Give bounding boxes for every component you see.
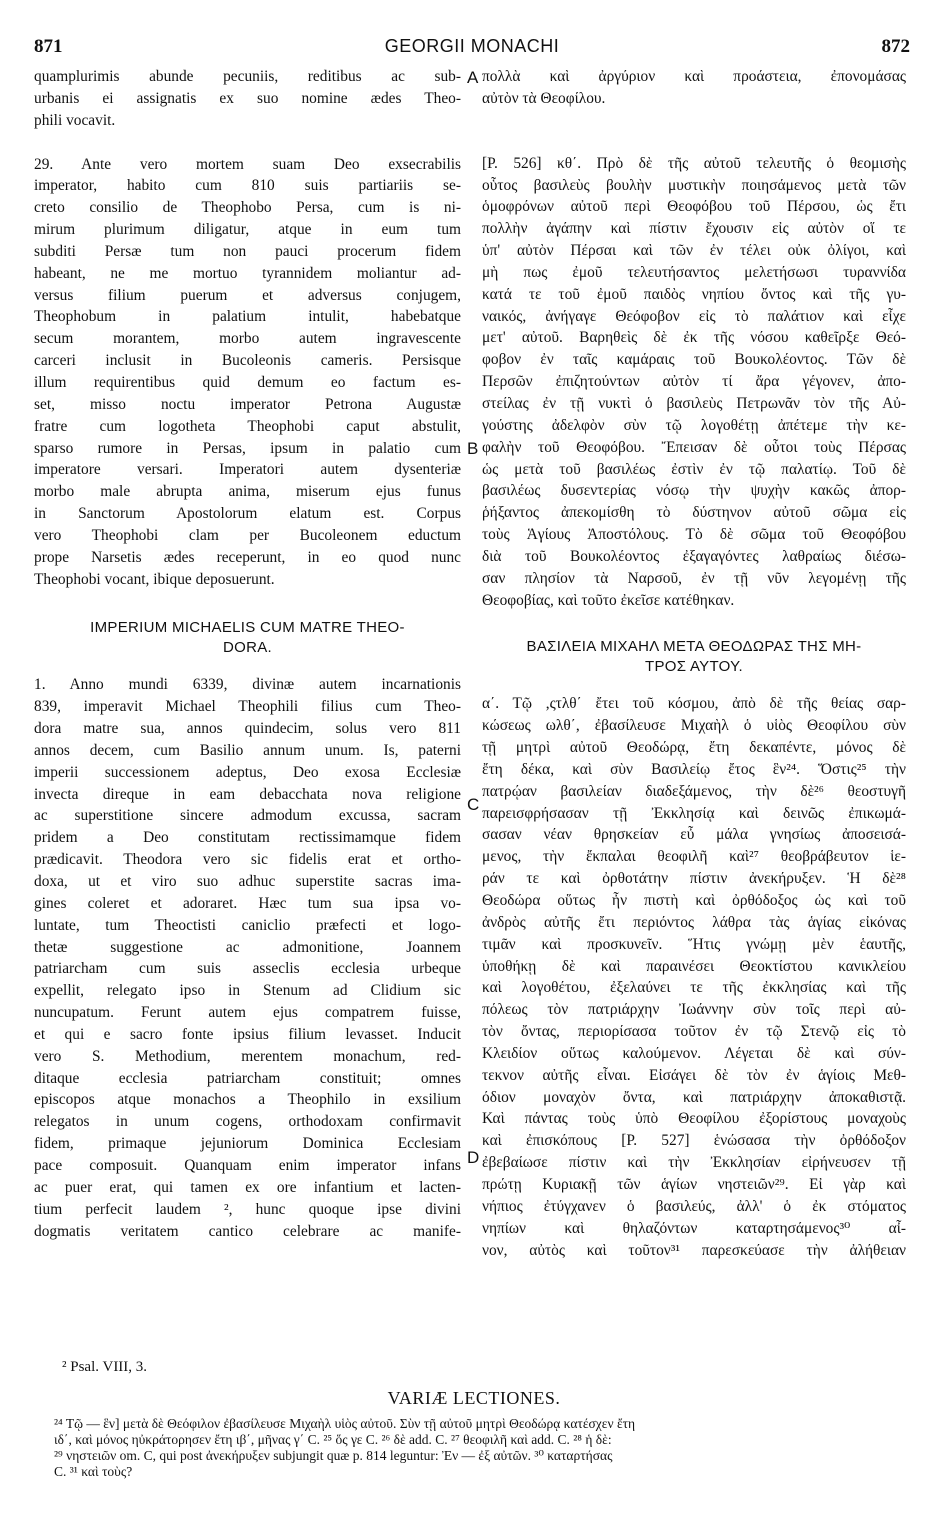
text-line: Theophobi vocant, ibique deposuerunt.: [34, 570, 275, 588]
text-line: set, misso noctu imperator Petrona Augustæ: [34, 395, 461, 413]
spacer: [34, 132, 461, 154]
text-line: τιμᾶν καὶ προσκυνεῖν. Ἥτις γνώμῃ μὲν ἑαυτῆς,: [482, 935, 906, 953]
latin-paragraph-29: [34, 154, 461, 591]
text-line: versus filium puerum et adversus conjugem,: [34, 286, 461, 304]
text-line: episcopos atque monachos a Theophilo in exsilium: [34, 1091, 461, 1109]
running-title: GEORGII MONACHI: [384, 36, 560, 56]
text-line: κατά τε τοῦ ἐμοῦ παιδὸς νηπίου ὄντος καὶ τῆς γυ-: [482, 285, 906, 303]
text-line: νον, αὐτὸς καὶ τοῦτον³¹ παρεσκεύασε τὴν ἀλήθειαν: [482, 1241, 906, 1259]
text-line: Theophobum in palatium intulit, habebatque: [34, 308, 461, 326]
text-line: νήπιος ἐτύγχανεν ὁ βασιλεύς, ἀλλ' ὁ ἐκ στόματος: [482, 1197, 906, 1215]
spacer: [482, 611, 906, 637]
margin-letter-c: C: [467, 795, 480, 814]
latin-section-heading: [34, 618, 461, 658]
text-line: prædicavit. Theodora vero sic fidelis erat et ortho-: [34, 851, 461, 869]
variae-lectiones: [54, 1416, 910, 1480]
text-line: ἀνδρὸς αὐτῆς ἔτι περιόντος λάθρα τὰς ἁγίας εἰκόνας: [482, 913, 906, 931]
left-page-number: 871: [34, 36, 63, 57]
text-line: in Sanctorum Apostolorum elatum est. Corpus: [34, 505, 461, 523]
text-line: phili vocavit.: [34, 111, 116, 129]
text-line: subditi Persæ tum non pauci procerum fidem: [34, 242, 461, 260]
margin-letter-d: D: [467, 1148, 480, 1167]
latin-paragraph-1: [34, 66, 461, 132]
greek-paragraph-29: [482, 153, 906, 612]
text-line: carceri inclusit in Bucoleonis cameris. Persisque: [34, 352, 461, 370]
text-line: dora matre sua, annos quindecim, solus vero 811: [34, 720, 461, 738]
text-line: τεκνον αὐτῆς εἶναι. Εἰσάγει δὲ τὸν ἐν ἁγίοις Μεθ-: [482, 1066, 906, 1084]
heading-line: DORA.: [222, 639, 272, 657]
text-line: τῇ μητρὶ αὐτοῦ Θεοδώρᾳ, ἔτη δεκαπέντε, μόνος δὲ: [482, 739, 906, 757]
text-line: quamplurimis abunde pecuniis, reditibus ac sub-: [34, 68, 461, 85]
text-line: 839, imperavit Michael Theophili filius cum Theo-: [34, 698, 461, 716]
heading-line: ΒΑΣΙΛΕΙΑ ΜΙΧΑΗΛ ΜΕΤΑ ΘΕΟΔΩΡΑΣ ΤΗΣ ΜΗ-: [526, 638, 862, 656]
text-line: sparso rumore in Persas, ipsum in palatio cum: [34, 439, 461, 457]
text-line: 1. Anno mundi 6339, divinæ autem incarnationis: [34, 676, 461, 694]
text-line: imperator, habito cum 810 suis partiariis se-: [34, 177, 461, 195]
heading-line: ΤΡΟΣ ΑΥΤΟΥ.: [645, 658, 743, 676]
text-line: τὸν ὄντας, περιορίσασα τοῦτον ἐν τῷ Στενῷ εἰς τὸ: [482, 1023, 906, 1041]
greek-paragraph-reign: [482, 693, 906, 1261]
text-line: vero Theophobi clam per Bucoleonem eductum: [34, 526, 461, 544]
text-line: pridem a Deo constitutam rectissimamque fidem: [34, 829, 461, 847]
text-line: όδιον μοναχὸν ὄντα, καὶ πατριάρχην ἀποκαθιστᾷ.: [482, 1088, 906, 1106]
text-line: σαν πλησίον τὰ Ναρσοῦ, ἐν τῇ νῦν λεγομένῃ τῆς: [482, 569, 906, 587]
text-line: morbo male abrupta anima, miserum ejus funus: [34, 483, 461, 501]
text-line: fidem, primaque jejuniorum Dominica Ecclesiam: [34, 1135, 461, 1153]
text-line: ἐβεβαίωσε πίστιν καὶ τὴν Ἐκκλησίαν εἰρήνευσεν τῇ: [482, 1154, 906, 1172]
greek-section-heading: [482, 637, 906, 677]
text-line: imperatore versari. Imperatori autem dysenteriæ: [34, 461, 461, 479]
spacer: [34, 590, 461, 618]
text-line: ἔτη δέκα, καὶ σὺν Βασιλείῳ ἔτος ἓν²⁴. Ὅστις²⁵ τὴν: [482, 760, 906, 778]
text-line: vero S. Methodium, merentem monachum, red-: [34, 1047, 461, 1065]
text-line: nuncupatum. Ferunt autem ejus compatrem fuisse,: [34, 1004, 461, 1022]
text-line: fratre cum logotheta Theophobi caput abstulit,: [34, 417, 461, 435]
text-line: παρεισφρήσασαν τῇ Ἐκκλησίᾳ καὶ δεινῶς ἐπικωμά-: [482, 804, 906, 822]
running-header: [34, 36, 910, 62]
greek-column: [482, 66, 906, 1261]
text-line: πολλὰ καὶ ἀργύριον καὶ προάστεια, ἐπονομάσας: [482, 68, 906, 85]
text-line: gines coleret et adoraret. Hæc tum sua ipsa vo-: [34, 894, 461, 912]
text-line: τοὺς Ἁγίους Ἀποστόλους. Τὸ δὲ σῶμα τοῦ Θεοφόβου: [482, 526, 906, 544]
text-line: et qui e sacro fonte ipsius filium levasset. Inducit: [34, 1025, 461, 1043]
latin-paragraph-1-reign: [34, 674, 461, 1242]
text-line: ac superstitione sincere admodum excussa, sacram: [34, 807, 461, 825]
text-line: relegatos in unum cogens, orthodoxam confirmavit: [34, 1113, 461, 1131]
variae-lectiones-title: VARIÆ LECTIONES.: [387, 1388, 561, 1408]
text-line: κώσεως ωλθ΄, ἐβασίλευσε Μιχαὴλ ὁ υἱὸς Θεοφίλου σὺν: [482, 717, 906, 735]
text-line: secum morantem, morbo autem ingravescente: [34, 330, 461, 348]
text-line: prope Narsetis ædes receperunt, in eo quod nunc: [34, 548, 461, 566]
text-line: dogmatis veritatem cantico celebrare ac manife-: [34, 1222, 461, 1240]
text-line: Περσῶν ἐπιζητούντων αὐτὸν τί ἄρα γέγονεν, ἀπο-: [482, 373, 906, 391]
text-line: ναικός, ἀνήγαγε Θεόφοβον εἰς τὸ παλάτιον καὶ εἶχε: [482, 307, 906, 325]
text-line: 29. Ante vero mortem suam Deo exsecrabilis: [34, 155, 461, 173]
text-line: φαλὴν τοῦ Θεοφόβου. Ἔπεισαν δὲ οὗτοι τοὺς Πέρσας: [482, 438, 906, 456]
text-line: ὡς μετὰ τοῦ βασιλέως ἐστὶν ἐν τῷ παλατίῳ. Τοῦ δὲ: [482, 460, 906, 478]
greek-paragraph-1: [482, 66, 906, 110]
text-line: καὶ ἐπισκόπους [P. 527] ἑνώσασα τὴν ὀρθόδοξον: [482, 1132, 906, 1150]
text-line: α΄. Τῷ ,ςτλθ΄ ἔτει τοῦ κόσμου, ἀπὸ δὲ τῆς θείας σαρ-: [482, 695, 906, 713]
text-line: urbanis ei assignatis ex suo nomine ædes Theo-: [34, 89, 461, 107]
text-line: βασιλέως δυσεντερίας νόσῳ τὴν ψυχὴν κακῶς ἀπορ-: [482, 482, 906, 500]
text-line: ὁμοφρόνων αὐτοῦ περὶ Θεοφόβου τοῦ Πέρσου, ὡς ἔτι: [482, 198, 906, 216]
text-line: σασαν νέαν θρησκείαν εὖ μάλα γνησίως ἀποσεισά-: [482, 826, 906, 844]
variant-line: ²⁹ νηστειῶν om. C, qui post ἀνεκήρυξεν subjungit quæ p. 814 leguntur: Ἐν — ἐξ αὐτῶν. ³⁰ καταρτήσας: [54, 1448, 613, 1463]
text-line: thetæ suggestione ac admonitione, Joannem: [34, 938, 461, 956]
text-line: doxa, ut et viro suo adhuc superstite sacras ima-: [34, 873, 461, 890]
text-line: πρώτῃ Κυριακῇ τῶν ἁγίων νηστειῶν²⁹. Εἰ γὰρ καὶ: [482, 1175, 906, 1193]
text-line: Θεοφοβίας, καὶ τοῦτο ἐκεῖσε κατέθηκαν.: [482, 591, 735, 609]
variant-line: C. ³¹ καὶ τοὺς?: [54, 1464, 133, 1479]
footnote: ² Psal. VIII, 3.: [62, 1359, 148, 1375]
text-line: ράν τε καὶ ὀρθοτάτην πίστιν ἀνεκήρυξεν. Ἡ δὲ²⁸: [482, 870, 906, 888]
text-line: pace composuit. Quanquam enim imperator infans: [34, 1156, 461, 1174]
margin-letter-a: A: [467, 68, 479, 87]
text-line: patriarcham cum suis asseclis ecclesia urbeque: [34, 960, 461, 978]
text-line: πόλεως τὸν πατριάρχην Ἰωάννην σὺν τοῖς περὶ αὐ-: [482, 1001, 906, 1019]
text-line: tium perfecit laudem ², hunc quoque ipse divini: [34, 1200, 461, 1218]
heading-line: IMPERIUM MICHAELIS CUM MATRE THEO-: [90, 619, 405, 637]
text-line: illum requirentibus quid demum eo factum es-: [34, 373, 461, 391]
variant-line: ιδ΄, καὶ μόνος ηὐκράτορησεν ἔτη ιβ΄, μῆνας γ΄ C. ²⁵ ὅς γε C. ²⁶ δὲ add. C. ²⁷ θεοφιλῆ καὶ add. C. ²⁸ ἡ δὲ:: [54, 1432, 612, 1447]
text-line: πατρῴαν βασιλείαν διαδεξάμενος, τὴν δὲ²⁶ θεοστυγῆ: [482, 782, 906, 800]
latin-column: [34, 66, 461, 1242]
text-line: μενος, τὴν ἔκπαλαι θεοφιλῆ καὶ²⁷ θεοβράβευτον ἱε-: [482, 848, 906, 866]
text-line: imperii successionem adeptus, Deo exosa Ecclesiæ: [34, 763, 461, 781]
text-line: ῥήξαντος ἀπεκομίσθη τὸ δύστηνον αὐτοῦ σῶμα εἰς: [482, 504, 906, 522]
text-line: ac puer erat, qui tamen ex ore infantium et lacten-: [34, 1178, 461, 1196]
text-line: luntate, tum Theoctisti caniclio præfecti et logo-: [34, 916, 461, 934]
text-line: annos decem, cum Basilio annum unum. Is, paterni: [34, 741, 461, 759]
text-line: creto consilio de Theophobo Persa, cum is ni-: [34, 199, 461, 217]
text-line: πολλὴν ἀγάπην καὶ πίστιν ἔχουσιν εἰς αὐτὸν οἵ τε: [482, 220, 906, 238]
spacer: [482, 677, 906, 693]
text-line: habeant, ne me mortuo tyrannidem moliantur ad-: [34, 264, 461, 282]
text-line: [P. 526] κθ΄. Πρὸ δὲ τῆς αὐτοῦ τελευτῆς ὁ θεομισὴς: [482, 154, 906, 172]
text-line: οὗτος βασιλεὺς βουλὴν μυστικὴν ποιησάμενος μετὰ τῶν: [482, 176, 906, 194]
text-line: καὶ λογοθέτου, ἐξελαύνει τε τῆς ἐκκλησίας καὶ τῆς: [482, 979, 906, 997]
right-page-number: 872: [881, 36, 910, 57]
text-line: μετ' αὐτοῦ. Βαρηθεὶς δὲ ἐκ τῆς νόσου καθεῖρξε Θεό-: [482, 329, 906, 347]
text-line: στείλας ἐν τῇ νυκτὶ ὁ βασιλεὺς Πετρωνᾶν τὸν τῆς Αὐ-: [482, 394, 906, 412]
text-line: expellit, relegato ipso in Stenum ad Clidium sic: [34, 982, 461, 1000]
margin-letter-b: B: [467, 439, 479, 458]
text-line: Θεοδώρα οὕτως ἦν πιστὴ καὶ ὀρθόδοξος ὡς καὶ τοῦ: [482, 892, 906, 909]
text-line: Καὶ πάντας τοὺς ὑπὸ Θεοφίλου ἐξορίστους μοναχοὺς: [482, 1110, 906, 1128]
text-line: ὑποθήκῃ δὲ καὶ παραινέσει Θεοκτίστου κανικλείου: [482, 957, 906, 975]
text-line: ὑπ' αὐτὸν Πέρσαι καὶ τῶν ἐν τέλει οὐκ ὀλίγοι, καὶ: [482, 242, 906, 260]
text-line: φοβον ἐν ταῖς καμάραις τοῦ Βουκολέοντος. Τῶν δὲ: [482, 351, 906, 369]
text-line: μὴ πως ἐμοῦ τελευτήσαντος μελετήσωσι τυραννίδα: [482, 263, 906, 281]
text-line: mirum plurimum diligatur, atque in eum tum: [34, 221, 461, 239]
text-line: νηπίων καὶ θηλαζόντων καταρτησάμενος³⁰ αἶ-: [482, 1219, 906, 1237]
text-line: invecta direque in eam debacchata nova religione: [34, 785, 461, 803]
spacer: [482, 110, 906, 153]
variant-line: ²⁴ Τῷ — ἓν] μετὰ δὲ Θεόφιλον ἐβασίλευσε Μιχαὴλ υἱὸς αὐτοῦ. Σὺν τῇ αὐτοῦ μητρὶ Θεοδώρᾳ κατέσχεν ἔτη: [54, 1416, 636, 1431]
spacer: [34, 658, 461, 674]
text-line: διὰ τοῦ Βουκολέοντος ἐξαγαγόντες λαθραίως διέσω-: [482, 547, 906, 565]
text-line: ditaque ecclesia patriarcham constituit; omnes: [34, 1069, 461, 1087]
text-line: αὐτὸν τὰ Θεοφίλου.: [482, 89, 606, 107]
text-line: γούστης ἀδελφὸν σὺν τῷ λογοθέτῃ ἀπέτεμε τὴν κε-: [482, 416, 906, 434]
text-line: Κλειδίον οὕτως καλούμενον. Λέγεται δὲ καὶ σύν-: [482, 1044, 906, 1062]
